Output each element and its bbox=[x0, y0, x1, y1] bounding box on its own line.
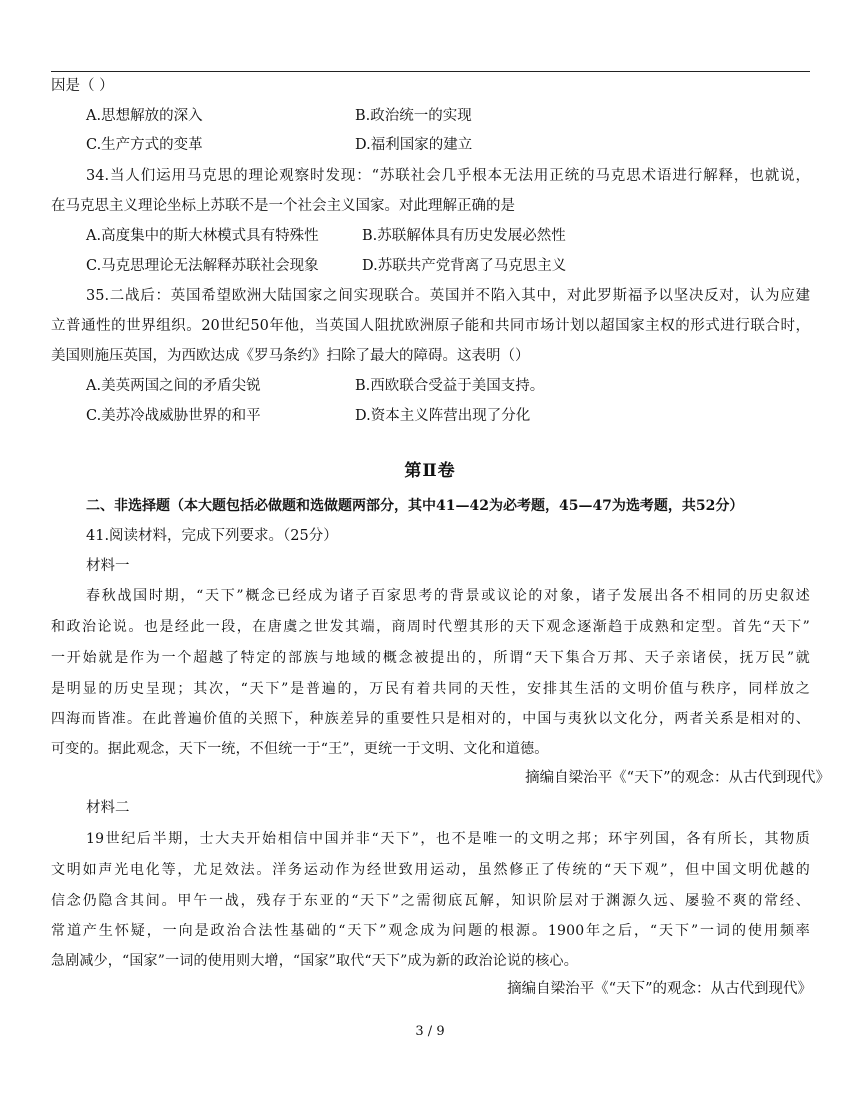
q41-stem: 41.阅读材料，完成下列要求。（25分） bbox=[86, 528, 338, 544]
q35-option-d: D.资本主义阵营出现了分化 bbox=[355, 408, 531, 424]
material-2-source: 摘编自梁治平《“天下”的观念：从古代到现代》 bbox=[507, 981, 812, 997]
material-1-line: 可变的。据此观念，天下一统，不但统一于“王”，更统一于文明、文化和道德。 bbox=[51, 741, 549, 757]
q35-stem-line-2: 立普通性的世界组织。20世纪50年他，当英国人阻扰欧洲原子能和共同市场计划以超国家主权的形式进行联合时， bbox=[51, 318, 810, 334]
material-1-line: 和政治论说。也是经此一段，在唐虞之世发其端，商周时代塑其形的天下观念逐渐趋于成熟和定型。首先“天下” bbox=[51, 619, 810, 635]
q33-option-d: D.福利国家的建立 bbox=[355, 137, 473, 153]
q34-stem-line-1: 34.当人们运用马克思的理论观察时发现：“苏联社会几乎根本无法用正统的马克思术语进行解释，也就说， bbox=[86, 168, 810, 184]
material-1-line: 四海而皆准。在此普遍价值的关照下，种族差异的重要性只是相对的，中国与夷狄以文化分，两者关系是相对的、 bbox=[51, 711, 810, 727]
q34-stem-line-2: 在马克思主义理论坐标上苏联不是一个社会主义国家。对此理解正确的是 bbox=[51, 198, 515, 214]
q34-option-a: A.高度集中的斯大林模式具有特殊性 bbox=[86, 228, 319, 244]
q33-option-c: C.生产方式的变革 bbox=[86, 137, 203, 153]
q35-option-a: A.美英两国之间的矛盾尖锐 bbox=[86, 378, 261, 394]
material-2-line: 19世纪后半期，士大夫开始相信中国并非“天下”，也不是唯一的文明之邦；环宇列国，各有所长，其物质 bbox=[86, 831, 810, 847]
material-2-line: 急剧减少，“国家”一词的使用则大增，“国家”取代“天下”成为新的政治论说的核心。 bbox=[51, 953, 578, 969]
page-number: 3 / 9 bbox=[415, 1024, 445, 1039]
q33-option-b: B.政治统一的实现 bbox=[355, 108, 472, 124]
q34-option-d: D.苏联共产党背离了马克思主义 bbox=[362, 258, 567, 274]
material-1-line: 一开始就是作为一个超越了特定的部族与地域的概念被提出的，所谓“天下集合万邦、天子亲诸侯，抚万民”就 bbox=[51, 650, 810, 666]
q35-option-b: B.西欧联合受益于美国支持。 bbox=[355, 378, 545, 394]
q35-stem-line-3: 美国则施压英国，为西欧达成《罗马条约》扫除了最大的障碍。这表明（） bbox=[51, 348, 530, 364]
section-heading: 二、非选择题（本大题包括必做题和选做题两部分，其中41—42为必考题，45—47为选考题，共52分） bbox=[86, 498, 744, 514]
material-2-label: 材料二 bbox=[86, 800, 130, 816]
material-2-line: 文明如声光电化等，尤足效法。洋务运动作为经世致用运动，虽然修正了传统的“天下观”，但中国文明优越的 bbox=[51, 862, 810, 878]
section-title: 第Ⅱ卷 bbox=[404, 461, 456, 481]
q35-option-c: C.美苏冷战威胁世界的和平 bbox=[86, 408, 261, 424]
material-1-label: 材料一 bbox=[86, 558, 130, 574]
material-1-source: 摘编自梁治平《“天下”的观念：从古代到现代》 bbox=[525, 770, 830, 786]
material-1-line: 是明显的历史呈现；其次，“天下”是普遍的，万民有着共同的天性，安排其生活的文明价值与秩序，同样放之 bbox=[51, 681, 810, 697]
material-2-line: 信念仍隐含其间。甲午一战，残存于东亚的“天下”之需彻底瓦解，知识阶层对于渊源久远、屡验不爽的常经、 bbox=[51, 893, 810, 909]
material-2-line: 常道产生怀疑，一向是政治合法性基础的“天下”观念成为问题的根源。1900年之后，“天下”一词的使用频率 bbox=[51, 923, 810, 939]
q35-stem-line-1: 35.二战后：英国希望欧洲大陆国家之间实现联合。英国并不陷入其中，对此罗斯福予以坚决反对，认为应建 bbox=[86, 288, 810, 304]
q34-option-b: B.苏联解体具有历史发展必然性 bbox=[362, 228, 566, 244]
question-continuation: 因是（ ） bbox=[51, 78, 114, 94]
q34-option-c: C.马克思理论无法解释苏联社会现象 bbox=[86, 258, 319, 274]
q33-option-a: A.思想解放的深入 bbox=[86, 108, 203, 124]
header-rule bbox=[51, 71, 810, 72]
material-1-line: 春秋战国时期，“天下”概念已经成为诸子百家思考的背景或议论的对象，诸子发展出各不相同的历史叙述 bbox=[86, 588, 810, 604]
